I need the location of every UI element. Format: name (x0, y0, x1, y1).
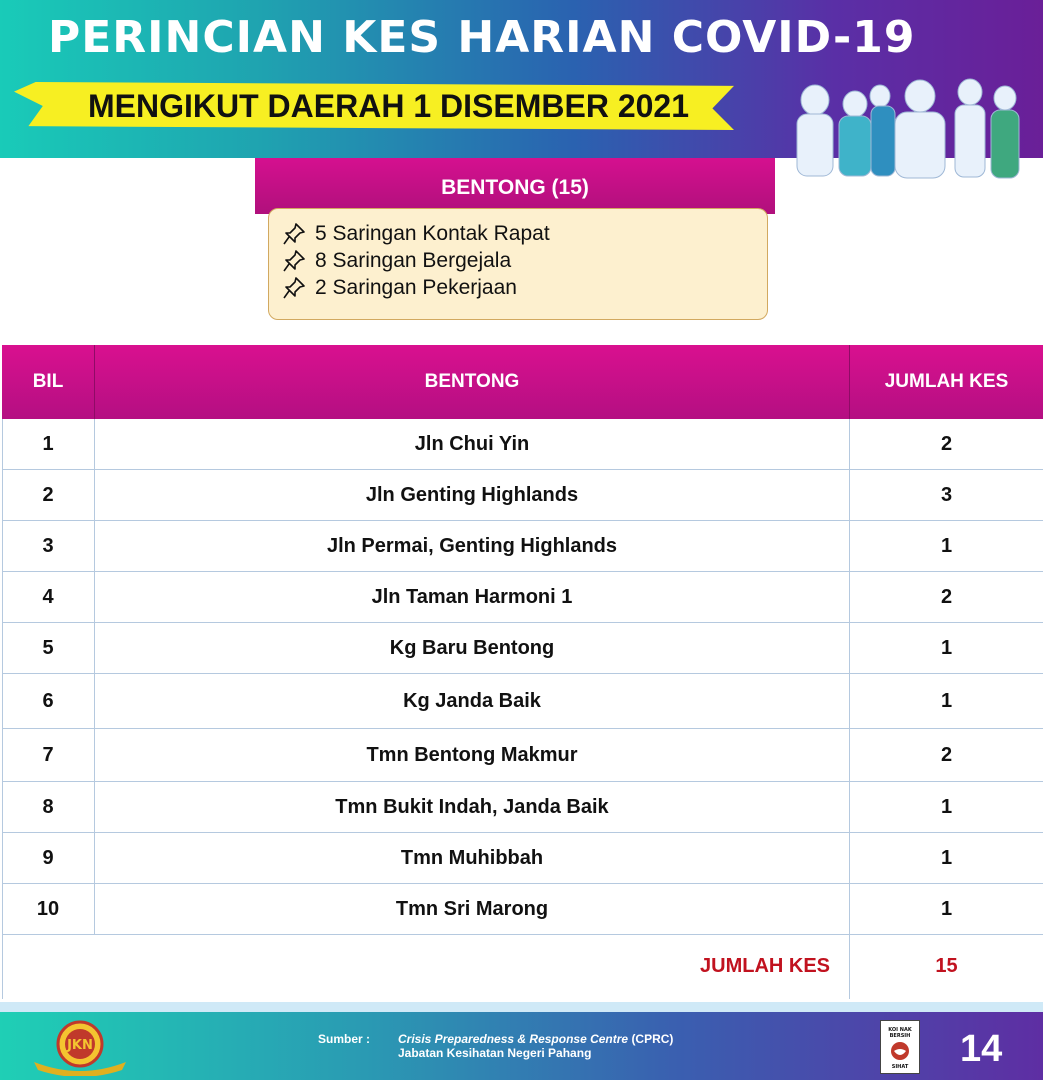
total-value: 15 (935, 955, 958, 977)
table-header (2, 345, 1043, 419)
column-header-bil: BIL (32, 371, 64, 392)
page-title: PERINCIAN KES HARIAN COVID-19 (48, 12, 916, 63)
svg-text:JKN: JKN (67, 1038, 93, 1053)
cell-bil: 7 (42, 743, 54, 766)
cell-cases: 1 (940, 689, 953, 712)
cell-bil: 1 (42, 432, 54, 455)
pushpin-icon (281, 221, 307, 247)
svg-text:BERSIH: BERSIH (889, 1033, 911, 1039)
cell-location: Tmn Bentong Makmur (366, 743, 578, 766)
cell-cases: 3 (940, 483, 953, 506)
cell-location: Kg Janda Baik (403, 689, 541, 712)
cell-cases: 2 (940, 743, 953, 766)
pushpin-icon (281, 275, 307, 301)
column-header-cases: JUMLAH KES (884, 371, 1009, 392)
cell-bil: 10 (36, 897, 60, 920)
table-row (2, 729, 1043, 782)
cell-cases: 1 (940, 636, 953, 659)
cell-cases: 2 (940, 432, 953, 455)
source-label: Sumber : (318, 1032, 371, 1046)
summary-item-label: 2 Saringan Pekerjaan (315, 276, 517, 299)
koi-nak-bersih-logo-icon (880, 1020, 920, 1074)
cell-cases: 1 (940, 795, 953, 818)
column-divider (849, 419, 850, 999)
cell-bil: 4 (42, 585, 54, 608)
summary-item (281, 248, 511, 274)
table-row (2, 884, 1043, 935)
svg-text:SIHAT: SIHAT (891, 1064, 909, 1070)
source-line-2: Jabatan Kesihatan Negeri Pahang (398, 1046, 592, 1060)
table-row (2, 521, 1043, 572)
medical-staff-illustration (775, 70, 1040, 180)
cell-location: Tmn Bukit Indah, Janda Baik (335, 795, 609, 818)
page-number: 14 (960, 1028, 1003, 1070)
table-row (2, 419, 1043, 470)
source-line-1 (398, 1032, 673, 1046)
cell-bil: 8 (42, 795, 54, 818)
cell-cases: 1 (940, 846, 953, 869)
summary-item-label: 5 Saringan Kontak Rapat (315, 222, 550, 245)
source-abbreviation: (CPRC) (631, 1032, 674, 1046)
summary-item-label: 8 Saringan Bergejala (315, 249, 512, 272)
cell-bil: 6 (42, 689, 54, 712)
cell-location: Jln Genting Highlands (365, 483, 579, 506)
table-row (2, 623, 1043, 674)
pushpin-icon (281, 248, 307, 274)
footer-divider (0, 1002, 1043, 1012)
total-label: JUMLAH KES (700, 955, 831, 977)
cell-location: Jln Taman Harmoni 1 (371, 585, 573, 608)
cell-cases: 1 (940, 534, 953, 557)
cell-location: Jln Permai, Genting Highlands (326, 534, 618, 557)
table-row (2, 782, 1043, 833)
cell-location: Kg Baru Bentong (389, 636, 555, 659)
cell-location: Tmn Muhibbah (400, 846, 544, 869)
table-row (2, 833, 1043, 884)
summary-title: BENTONG (15) (441, 176, 589, 199)
cell-location: Jln Chui Yin (414, 432, 530, 455)
summary-box (268, 208, 768, 320)
cell-bil: 5 (42, 636, 54, 659)
table-row (2, 470, 1043, 521)
cell-bil: 9 (42, 846, 54, 869)
summary-item (281, 275, 517, 301)
source-organisation: Crisis Preparedness & Response Centre (398, 1032, 629, 1046)
summary-item (281, 221, 550, 247)
table-border (2, 419, 3, 999)
summary-header (255, 158, 775, 214)
cell-bil: 2 (42, 483, 54, 506)
column-divider (94, 419, 95, 934)
cell-cases: 1 (940, 897, 953, 920)
cell-cases: 2 (940, 585, 953, 608)
cell-location: Tmn Sri Marong (395, 897, 549, 920)
svg-text:KOI NAK: KOI NAK (888, 1027, 912, 1033)
table-row (2, 674, 1043, 729)
cell-bil: 3 (42, 534, 54, 557)
column-header-location: BENTONG (424, 371, 520, 392)
page-subtitle: MENGIKUT DAERAH 1 DISEMBER 2021 (88, 88, 689, 124)
table-row (2, 572, 1043, 623)
jkn-logo-icon (30, 1018, 130, 1076)
